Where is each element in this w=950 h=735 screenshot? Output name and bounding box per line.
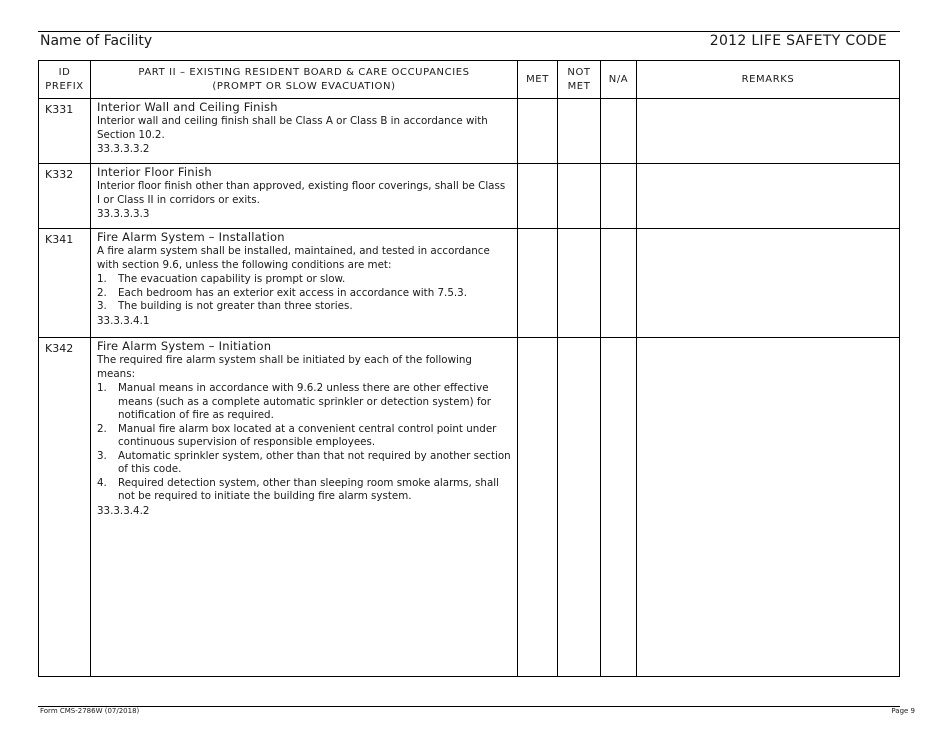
- condition-text: Required detection system, other than sleeping room smoke alarms, shall not be required to initiate the building fire alarm system.: [118, 476, 499, 502]
- na-cell[interactable]: [601, 229, 637, 338]
- condition-text: The building is not greater than three stories.: [118, 300, 353, 312]
- id-prefix-cell: K342: [39, 338, 91, 677]
- requirement-cell: [91, 164, 518, 229]
- condition-list: [97, 273, 511, 314]
- condition-number: 3.: [97, 449, 107, 462]
- remarks-cell[interactable]: [637, 229, 900, 338]
- not-met-header-line1: NOT: [567, 66, 591, 78]
- condition-text: Manual means in accordance with 9.6.2 unless there are other effective means (such as a complete automatic sprinkler or detection system) for notification of fire as required.: [118, 382, 492, 421]
- bottom-rule: [38, 706, 900, 707]
- met-cell[interactable]: [518, 99, 558, 164]
- not-met-cell[interactable]: [558, 229, 601, 338]
- facility-name-label: Name of Facility: [40, 33, 153, 49]
- met-header: MET: [518, 61, 558, 99]
- met-cell[interactable]: [518, 338, 558, 677]
- id-prefix-header: [39, 61, 91, 99]
- id-prefix-cell: K332: [39, 164, 91, 229]
- top-rule: [38, 31, 900, 32]
- table-row: [39, 164, 900, 229]
- table-row: [39, 99, 900, 164]
- id-prefix-cell: K331: [39, 99, 91, 164]
- requirement-text: Interior wall and ceiling finish shall be Class A or Class B in accordance with Section 10.2.: [97, 115, 488, 141]
- page-number: Page 9: [891, 707, 915, 715]
- requirement-ref: 33.3.3.4.1: [97, 314, 150, 327]
- na-cell[interactable]: [601, 164, 637, 229]
- not-met-header: [558, 61, 601, 99]
- condition-item: [97, 423, 511, 450]
- condition-list: [97, 382, 511, 504]
- met-cell[interactable]: [518, 229, 558, 338]
- requirement-text: The required fire alarm system shall be initiated by each of the following means:: [97, 354, 472, 380]
- condition-number: 1.: [97, 273, 107, 285]
- condition-item: [97, 300, 511, 314]
- id-header-line2: PREFIX: [45, 80, 84, 92]
- na-header: N/A: [601, 61, 637, 99]
- condition-text: Manual fire alarm box located at a convenient central control point under continuous supervision of responsible employees.: [118, 422, 497, 448]
- remarks-cell[interactable]: [637, 164, 900, 229]
- condition-item: [97, 382, 511, 423]
- requirement-cell: [91, 229, 518, 338]
- condition-item: [97, 287, 511, 301]
- not-met-header-line2: MET: [567, 80, 591, 92]
- condition-text: Each bedroom has an exterior exit access in accordance with 7.5.3.: [118, 286, 467, 299]
- na-cell[interactable]: [601, 99, 637, 164]
- condition-number: 2.: [97, 286, 107, 299]
- condition-text: The evacuation capability is prompt or slow.: [118, 273, 346, 285]
- form-id: Form CMS-2786W (07/2018): [40, 707, 140, 715]
- requirement-title: Interior Floor Finish: [97, 165, 212, 179]
- condition-number: 2.: [97, 422, 107, 435]
- not-met-cell[interactable]: [558, 338, 601, 677]
- met-cell[interactable]: [518, 164, 558, 229]
- table-row: [39, 338, 900, 677]
- requirement-ref: 33.3.3.4.2: [97, 504, 150, 517]
- condition-number: 3.: [97, 300, 107, 312]
- requirement-ref: 33.3.3.3.3: [97, 208, 150, 220]
- remarks-cell[interactable]: [637, 99, 900, 164]
- na-cell[interactable]: [601, 338, 637, 677]
- condition-item: [97, 450, 511, 477]
- id-prefix-cell: K341: [39, 229, 91, 338]
- id-header-line1: ID: [58, 66, 71, 78]
- requirement-title: Fire Alarm System – Installation: [97, 230, 285, 244]
- table-header-row: [39, 61, 900, 99]
- part-header-line2: (PROMPT OR SLOW EVACUATION): [212, 80, 396, 92]
- condition-text: Automatic sprinkler system, other than that not required by another section of this code.: [118, 449, 511, 475]
- table-row: [39, 229, 900, 338]
- condition-number: 1.: [97, 382, 107, 394]
- remarks-cell[interactable]: [637, 338, 900, 677]
- condition-item: [97, 477, 511, 504]
- requirement-title: Fire Alarm System – Initiation: [97, 339, 272, 353]
- requirement-title: Interior Wall and Ceiling Finish: [97, 100, 278, 114]
- requirement-text: A fire alarm system shall be installed, maintained, and tested in accordance with section 9.6, unless the following conditions are met:: [97, 245, 490, 271]
- code-title: 2012 LIFE SAFETY CODE: [709, 33, 887, 49]
- part-header-line1: PART II – EXISTING RESIDENT BOARD & CARE OCCUPANCIES: [138, 66, 470, 78]
- requirement-text: Interior floor finish other than approved, existing floor coverings, shall be Class I or Class II in corridors or exits.: [97, 180, 506, 206]
- requirement-cell: [91, 338, 518, 677]
- requirement-ref: 33.3.3.3.2: [97, 143, 150, 155]
- remarks-header: REMARKS: [637, 61, 900, 99]
- condition-item: [97, 273, 511, 287]
- not-met-cell[interactable]: [558, 164, 601, 229]
- requirement-cell: [91, 99, 518, 164]
- inspection-table: [38, 60, 900, 677]
- not-met-cell[interactable]: [558, 99, 601, 164]
- condition-number: 4.: [97, 476, 107, 489]
- part-header: [91, 61, 518, 99]
